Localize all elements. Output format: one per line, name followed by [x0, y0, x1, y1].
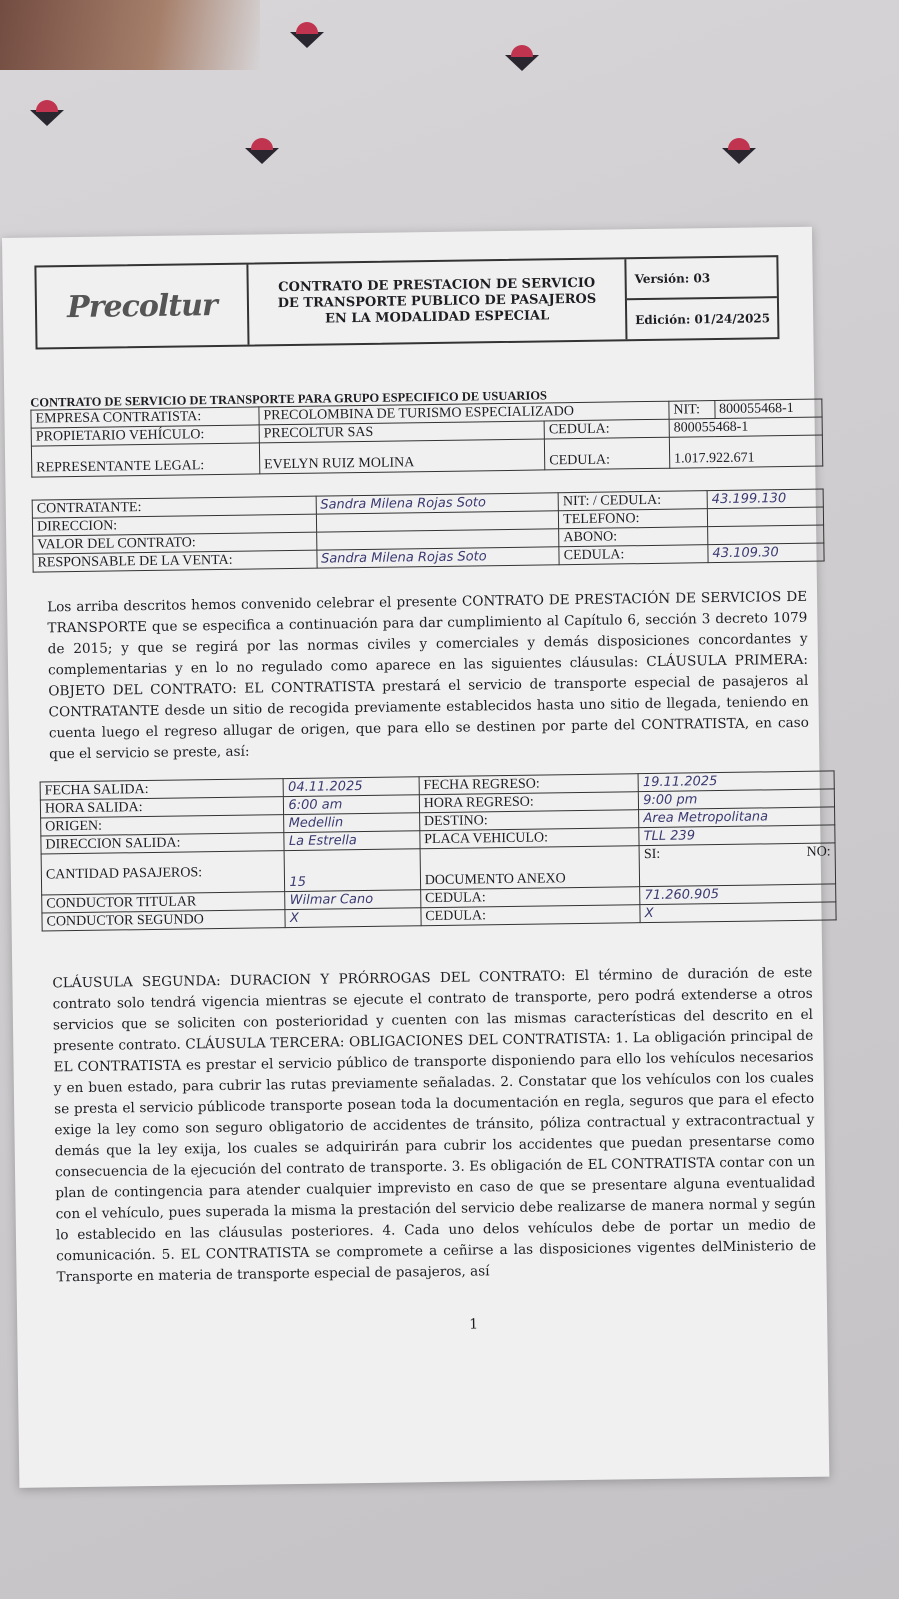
bedsheet-heart-pattern	[30, 100, 64, 126]
handwritten-value: Sandra Milena Rojas Soto	[316, 547, 559, 568]
handwritten-value: 43.109.30	[708, 543, 824, 563]
title-line: EN LA MODALIDAD ESPECIAL	[324, 308, 550, 327]
bedsheet-heart-pattern	[290, 22, 324, 48]
handwritten-value: 04.11.2025	[284, 777, 420, 797]
label: ABONO:	[559, 527, 708, 547]
company-table	[30, 399, 823, 478]
label: NIT: / CEDULA:	[558, 491, 707, 511]
label: FECHA SALIDA:	[40, 779, 284, 800]
label: RESPONSABLE DE LA VENTA:	[33, 550, 317, 572]
handwritten-value: TLL 239	[639, 825, 835, 846]
handwritten-value: 71.260.905	[640, 884, 836, 905]
bedsheet-heart-pattern	[722, 138, 756, 164]
handwritten-value: Wilmar Cano	[285, 890, 421, 910]
label: DIRECCION:	[32, 514, 316, 536]
label: DESTINO:	[419, 810, 639, 831]
label: HORA REGRESO:	[419, 792, 639, 813]
handwritten-value: Sandra Milena Rojas Soto	[316, 493, 559, 514]
label: TELEFONO:	[559, 509, 708, 529]
label: CEDULA:	[544, 419, 669, 439]
value: PRECOLTUR SAS	[259, 421, 544, 443]
handwritten-value: 43.199.130	[707, 489, 823, 509]
intro-paragraph: Los arriba descritos hemos convenido celebrar el presente CONTRATO DE PRESTACIÓN DE SERVICIOS DE TRANSPORTE que se especifica a continuación para dar cumplimiento al Capítulo 6, sección 3 decreto 1079 de 2015; y que se regirá por las normas civiles y comerciales y demás disposiciones concordantes y complementarias y en lo no regulado como aparece en las siguientes cláusulas: CLÁUSULA PRIMERA: OBJETO DEL CONTRATO: EL CONTRATISTA prestará el servicio de transporte especial de pasajeros al CONTRATANTE desde un sitio de recogida previamente establecidos hasta uno sitio de llegada, teniendo en cuenta luego el regreso allugar de origen, que para ello se destinen por parte del CONTRATISTA, en caso que el servicio se preste, así:	[47, 588, 809, 763]
version: Versión: 03	[626, 257, 777, 300]
document-title	[248, 259, 627, 344]
label: CANTIDAD PASAJEROS:	[41, 851, 285, 895]
handwritten-value: X	[285, 908, 421, 928]
handwritten-value: 6:00 am	[284, 795, 420, 815]
handwritten-value: 15	[285, 849, 421, 892]
title-line: CONTRATO DE PRESTACION DE SERVICIO	[278, 275, 596, 296]
label: FECHA REGRESO:	[419, 774, 639, 795]
label: PLACA VEHICULO:	[420, 828, 640, 849]
label: NIT:	[669, 401, 715, 420]
value: PRECOLOMBINA DE TURISMO ESPECIALIZADO	[259, 401, 669, 425]
value: EVELYN RUIZ MOLINA	[259, 439, 545, 474]
document-header	[34, 255, 779, 349]
client-table	[32, 489, 825, 573]
contract-page	[2, 227, 829, 1488]
title-line: DE TRANSPORTE PUBLICO DE PASAJEROS	[277, 291, 597, 312]
label: REPRESENTANTE LEGAL:	[31, 443, 259, 477]
label: DIRECCION SALIDA:	[41, 833, 285, 854]
handwritten-value: La Estrella	[284, 831, 420, 851]
clauses-paragraph: CLÁUSULA SEGUNDA: DURACION Y PRÓRROGAS DEL CONTRATO: El término de duración de este contrato solo tendrá vigencia mientras se ejecute el contrato de transporte, pero podrá extenderse a otros servicios que se soliciten con posterioridad y cuenten con las mismas características del descrito en el presente contrato. CLÁUSULA TERCERA: OBLIGACIONES DEL CONTRATISTA: 1. La obligación principal de EL CONTRATISTA es prestar el servicio público de transporte disponiendo para ello los vehículos necesarios y en buen estado, para cubrir las rutas previamente señaladas. 2. Constatar que los vehículos con los cuales se presta el servicio públicode transporte posean toda la documentación en regla, seguros que para el efecto exige la ley como son seguro obligatorio de accidentes de tránsito, póliza contractual y extracontractual y demás que la ley exija, los cuales se adquirirán para cubrir los accidentes que puedan presentarse como consecuencia de la ejecución del contrato de transporte. 3. Es obligación de EL CONTRATISTA contar con un plan de contingencia para atender cualquier imprevisto en caso de que se presentare alguna eventualidad con el vehículo, pues superada la misma la prestación del servicio debe realizarse de manera normal y según lo establecido en las cláusulas posteriores. 4. Cada uno delos vehículos debe de portar un medio de comunicación. 5. EL CONTRATISTA se compromete a ceñirse a las disposiciones vigentes delMinisterio de Transporte en materia de transporte especial de pasajeros, así	[52, 964, 817, 1286]
handwritten-value: 19.11.2025	[638, 771, 834, 792]
company-table-caption: CONTRATO DE SERVICIO DE TRANSPORTE PARA GRUPO ESPECIFICO DE USUARIOS	[30, 388, 548, 410]
bedsheet-heart-pattern	[245, 138, 279, 164]
edition: Edición: 01/24/2025	[635, 310, 771, 327]
label: CONDUCTOR TITULAR	[42, 892, 286, 913]
handwritten-value: Area Metropolitana	[639, 807, 835, 828]
label: NO:	[806, 844, 831, 860]
label: SI:	[643, 846, 661, 863]
background-furniture	[0, 0, 260, 70]
label: CEDULA:	[545, 437, 670, 470]
handwritten-value: Medellin	[284, 813, 420, 833]
label: PROPIETARIO VEHÍCULO:	[31, 425, 259, 446]
label: DOCUMENTO ANEXO	[420, 846, 640, 890]
label: HORA SALIDA:	[40, 797, 284, 818]
label: CONDUCTOR SEGUNDO	[42, 910, 286, 931]
company-logo: Precoltur	[36, 265, 249, 348]
service-table	[40, 770, 837, 931]
value: 1.017.922.671	[669, 435, 822, 468]
value: 800055468-1	[669, 417, 822, 437]
value: 800055468-1	[714, 399, 822, 418]
label: CONTRATANTE:	[32, 496, 316, 518]
label: CEDULA:	[421, 905, 641, 926]
label: ORIGEN:	[41, 815, 285, 836]
label: EMPRESA CONTRATISTA:	[31, 407, 259, 428]
label: CEDULA:	[420, 887, 640, 908]
handwritten-value: 9:00 pm	[639, 789, 835, 810]
handwritten-value: X	[640, 902, 836, 923]
page-number: 1	[469, 1316, 479, 1333]
label: CEDULA:	[559, 545, 708, 565]
bedsheet-heart-pattern	[505, 45, 539, 71]
label: VALOR DEL CONTRATO:	[33, 532, 317, 554]
